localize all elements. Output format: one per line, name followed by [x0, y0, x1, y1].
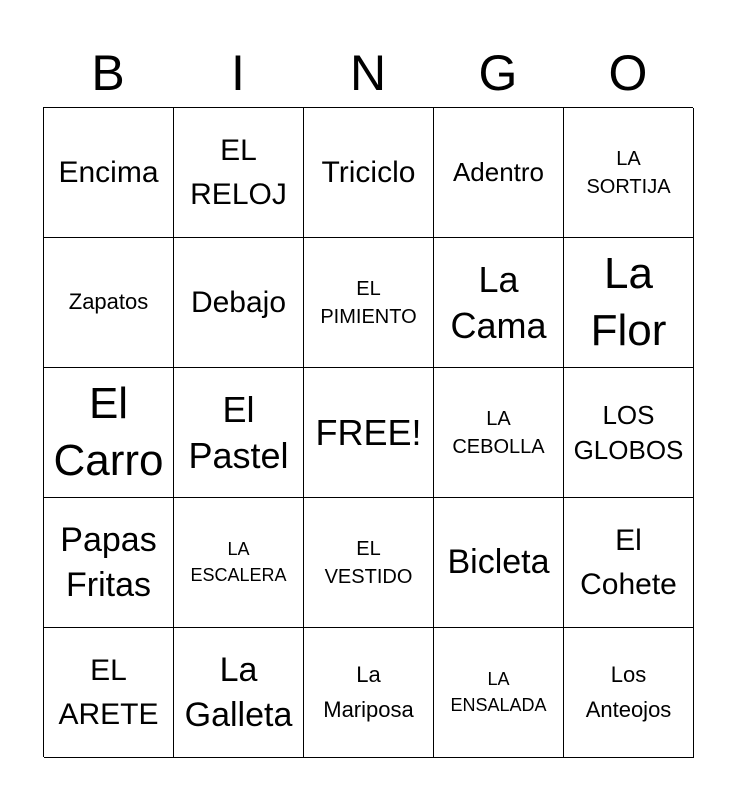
cell-text: LA ESCALERA: [190, 539, 287, 585]
bingo-cell[interactable]: [564, 368, 694, 498]
header-letter-o: O: [608, 45, 648, 101]
cell-text: La Cama: [450, 258, 547, 346]
bingo-cell[interactable]: [434, 628, 564, 758]
cell-text: El Cohete: [580, 524, 677, 601]
cell-text: Adentro: [452, 157, 545, 188]
bingo-cell[interactable]: [564, 498, 694, 628]
cell-text: EL RELOJ: [190, 134, 287, 211]
bingo-cell[interactable]: [304, 498, 434, 628]
bingo-cell[interactable]: [174, 498, 304, 628]
cell-text: EL ARETE: [58, 654, 159, 731]
cell-text: FREE!: [315, 411, 422, 453]
bingo-cell[interactable]: [44, 628, 174, 758]
bingo-cell[interactable]: [434, 498, 564, 628]
header-letter-b: B: [91, 45, 125, 101]
bingo-cell[interactable]: [44, 238, 174, 368]
bingo-cell[interactable]: [174, 628, 304, 758]
cell-text: Papas Fritas: [60, 521, 157, 604]
cell-text: Los Anteojos: [585, 662, 672, 722]
cell-text: LA ENSALADA: [450, 669, 547, 715]
cell-text: La Flor: [590, 249, 667, 355]
cell-text: EL VESTIDO: [324, 537, 413, 588]
cell-text: Zapatos: [68, 289, 149, 315]
bingo-header: [43, 40, 693, 106]
bingo-cell[interactable]: [44, 498, 174, 628]
bingo-cell[interactable]: [304, 108, 434, 238]
bingo-cell[interactable]: [304, 628, 434, 758]
cell-text: Encima: [58, 155, 159, 189]
cell-text: LA CEBOLLA: [452, 407, 545, 458]
cell-text: LOS GLOBOS: [573, 399, 684, 465]
bingo-cell[interactable]: [174, 238, 304, 368]
bingo-cell[interactable]: [44, 368, 174, 498]
bingo-cell[interactable]: [564, 238, 694, 368]
cell-text: Bicleta: [447, 543, 550, 582]
bingo-cell[interactable]: [434, 108, 564, 238]
cell-text: Triciclo: [321, 155, 416, 189]
header-letter-n: N: [349, 45, 387, 101]
cell-text: Debajo: [190, 285, 287, 319]
bingo-cell[interactable]: [304, 238, 434, 368]
bingo-cell[interactable]: [174, 368, 304, 498]
bingo-cell[interactable]: [434, 368, 564, 498]
bingo-cell[interactable]: [304, 368, 434, 498]
bingo-cell[interactable]: [564, 108, 694, 238]
header-letter-g: G: [478, 45, 518, 101]
cell-text: La Galleta: [184, 651, 293, 734]
bingo-card-grid: [43, 107, 693, 757]
cell-text: EL PIMIENTO: [320, 277, 417, 328]
cell-text: La Mariposa: [323, 662, 414, 722]
bingo-cell[interactable]: [174, 108, 304, 238]
header-letter-i: I: [231, 45, 245, 101]
cell-text: El Pastel: [188, 388, 289, 476]
cell-text: LA SORTIJA: [586, 147, 671, 198]
bingo-cell[interactable]: [44, 108, 174, 238]
bingo-cell[interactable]: [564, 628, 694, 758]
cell-text: El Carro: [53, 379, 164, 485]
bingo-cell[interactable]: [434, 238, 564, 368]
